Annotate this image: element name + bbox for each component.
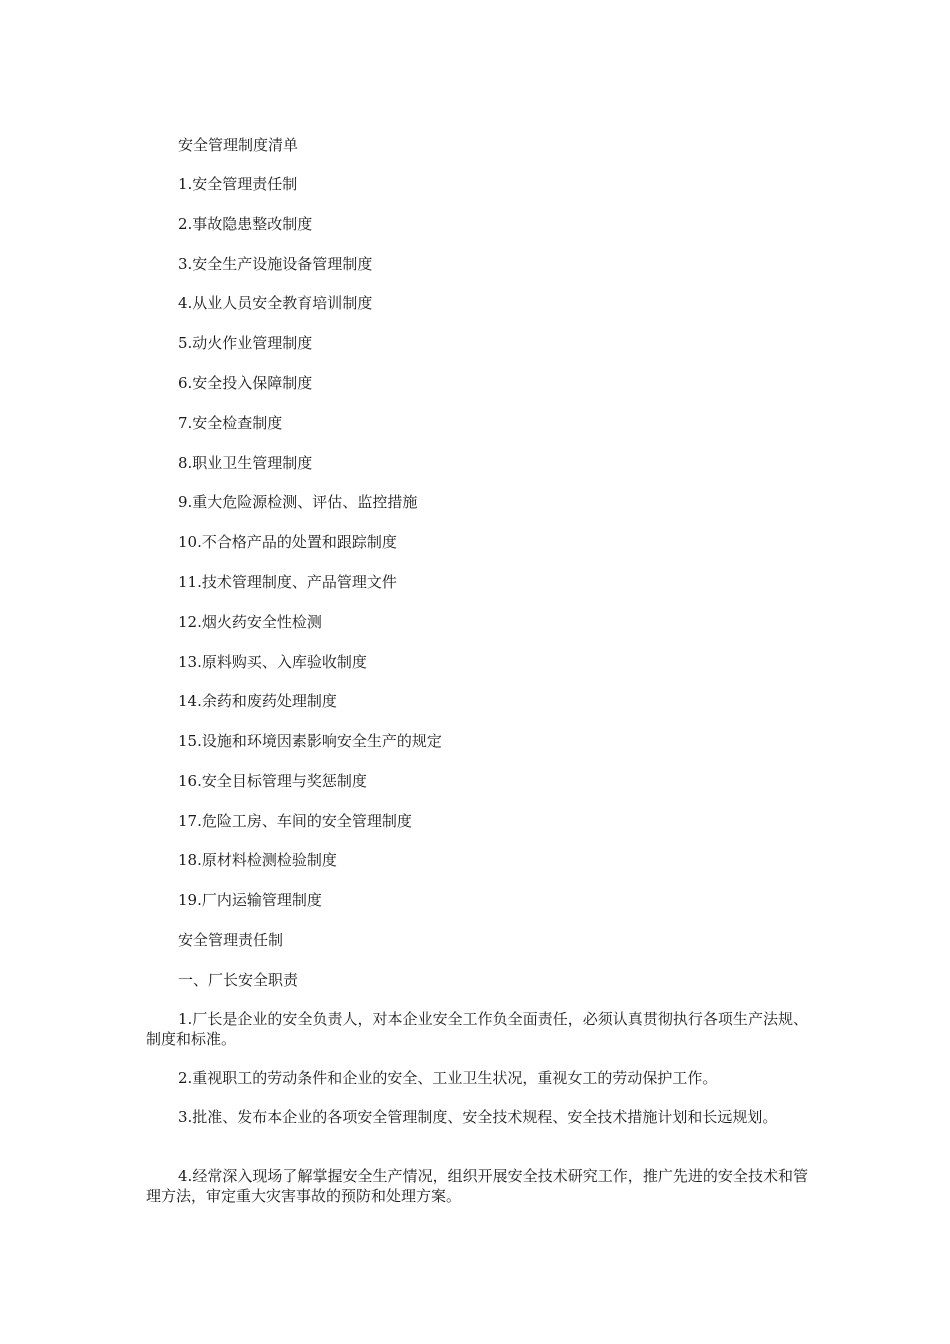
document-title: 安全管理制度清单: [178, 136, 299, 154]
list-item: 3.安全生产设施设备管理制度: [178, 255, 373, 273]
list-item: 19.厂内运输管理制度: [178, 891, 322, 909]
list-item: 12.烟火药安全性检测: [178, 613, 322, 631]
list-item: 1.安全管理责任制: [178, 175, 298, 193]
list-item: 18.原材料检测检验制度: [178, 851, 337, 869]
list-item: 14.余药和废药处理制度: [178, 692, 337, 710]
list-item: 4.从业人员安全教育培训制度: [178, 294, 373, 312]
list-item: 5.动火作业管理制度: [178, 334, 313, 352]
list-item: 9.重大危险源检测、评估、监控措施: [178, 493, 418, 511]
paragraph: 1.厂长是企业的安全负责人，对本企业安全工作负全面责任，必须认真贯彻执行各项生产法规、制度和标准。: [146, 1010, 808, 1048]
list-item: 13.原料购买、入库验收制度: [178, 653, 367, 671]
list-item: 7.安全检查制度: [178, 414, 283, 432]
section-title: 安全管理责任制: [178, 931, 284, 949]
list-item: 16.安全目标管理与奖惩制度: [178, 772, 367, 790]
paragraph: 3.批准、发布本企业的各项安全管理制度、安全技术规程、安全技术措施计划和长远规划。: [178, 1108, 778, 1126]
subsection-title: 一、厂长安全职责: [178, 971, 299, 989]
list-item: 17.危险工房、车间的安全管理制度: [178, 812, 412, 830]
paragraph: 4.经常深入现场了解掌握安全生产情况，组织开展安全技术研究工作，推广先进的安全技术和管理方法，审定重大灾害事故的预防和处理方案。: [146, 1167, 808, 1205]
list-item: 11.技术管理制度、产品管理文件: [178, 573, 397, 591]
list-item: 8.职业卫生管理制度: [178, 454, 313, 472]
list-item: 15.设施和环境因素影响安全生产的规定: [178, 732, 442, 750]
list-item: 2.事故隐患整改制度: [178, 215, 313, 233]
list-item: 6.安全投入保障制度: [178, 374, 313, 392]
list-item: 10.不合格产品的处置和跟踪制度: [178, 533, 397, 551]
paragraph: 2.重视职工的劳动条件和企业的安全、工业卫生状况，重视女工的劳动保护工作。: [178, 1069, 718, 1087]
